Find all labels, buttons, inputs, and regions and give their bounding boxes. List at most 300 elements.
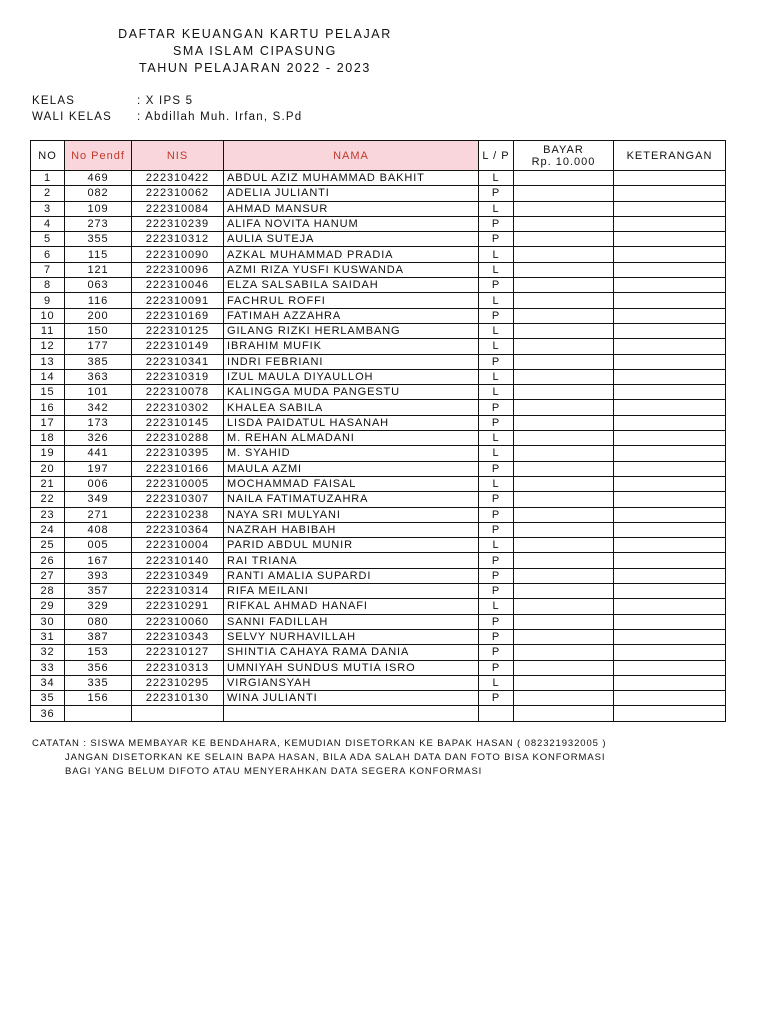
nama-cell: KALINGGA MUDA PANGESTU bbox=[224, 385, 479, 400]
nis-cell: 222310140 bbox=[132, 553, 224, 568]
nama-cell: AHMAD MANSUR bbox=[224, 201, 479, 216]
keterangan-cell bbox=[614, 614, 726, 629]
school-name: SMA ISLAM CIPASUNG bbox=[172, 44, 338, 58]
bayar-cell bbox=[514, 691, 614, 706]
no-pendf-cell: 177 bbox=[65, 339, 132, 354]
nis-cell: 222310291 bbox=[132, 599, 224, 614]
keterangan-cell bbox=[614, 675, 726, 690]
nama-cell: SHINTIA CAHAYA RAMA DANIA bbox=[224, 645, 479, 660]
nis-cell bbox=[132, 706, 224, 721]
academic-year: TAHUN PELAJARAN 2022 - 2023 bbox=[139, 61, 371, 75]
note-line-2: JANGAN DISETORKAN KE SELAIN BAPA HASAN, BILA ADA SALAH DATA DAN FOTO BISA KONFORMASI bbox=[65, 752, 606, 763]
nis-cell: 222310145 bbox=[132, 415, 224, 430]
nis-cell: 222310169 bbox=[132, 308, 224, 323]
no-pendf-cell: 441 bbox=[65, 446, 132, 461]
no-pendf-cell: 335 bbox=[65, 675, 132, 690]
nis-cell: 222310307 bbox=[132, 492, 224, 507]
row-number: 8 bbox=[31, 278, 65, 293]
wali-label: WALI KELAS bbox=[32, 111, 112, 123]
table-row bbox=[31, 706, 726, 721]
table-row bbox=[31, 461, 726, 476]
lp-cell: L bbox=[479, 446, 514, 461]
keterangan-cell bbox=[614, 476, 726, 491]
nama-cell: IBRAHIM MUFIK bbox=[224, 339, 479, 354]
row-number: 10 bbox=[31, 308, 65, 323]
nama-cell: NAYA SRI MULYANI bbox=[224, 507, 479, 522]
row-number: 3 bbox=[31, 201, 65, 216]
nis-cell: 222310004 bbox=[132, 538, 224, 553]
lp-cell: P bbox=[479, 461, 514, 476]
table-row bbox=[31, 385, 726, 400]
no-pendf-cell: 116 bbox=[65, 293, 132, 308]
table-row bbox=[31, 584, 726, 599]
bayar-cell bbox=[514, 660, 614, 675]
no-pendf-cell: 006 bbox=[65, 476, 132, 491]
lp-cell: P bbox=[479, 522, 514, 537]
bayar-cell bbox=[514, 415, 614, 430]
bayar-cell bbox=[514, 216, 614, 231]
nama-cell: GILANG RIZKI HERLAMBANG bbox=[224, 323, 479, 338]
table-row bbox=[31, 431, 726, 446]
bayar-cell bbox=[514, 553, 614, 568]
lp-cell: P bbox=[479, 660, 514, 675]
nis-cell: 222310422 bbox=[132, 171, 224, 186]
nama-cell: ELZA SALSABILA SAIDAH bbox=[224, 278, 479, 293]
keterangan-cell bbox=[614, 262, 726, 277]
row-number: 24 bbox=[31, 522, 65, 537]
bayar-cell bbox=[514, 354, 614, 369]
table-row bbox=[31, 568, 726, 583]
nama-cell: ABDUL AZIZ MUHAMMAD BAKHIT bbox=[224, 171, 479, 186]
lp-cell: L bbox=[479, 675, 514, 690]
nis-cell: 222310341 bbox=[132, 354, 224, 369]
keterangan-cell bbox=[614, 232, 726, 247]
row-number: 23 bbox=[31, 507, 65, 522]
nama-cell: AZMI RIZA YUSFI KUSWANDA bbox=[224, 262, 479, 277]
nama-cell: RIFKAL AHMAD HANAFI bbox=[224, 599, 479, 614]
row-number: 26 bbox=[31, 553, 65, 568]
bayar-cell bbox=[514, 262, 614, 277]
no-pendf-cell: 355 bbox=[65, 232, 132, 247]
bayar-cell bbox=[514, 293, 614, 308]
nis-cell: 222310096 bbox=[132, 262, 224, 277]
nama-cell bbox=[224, 706, 479, 721]
lp-cell: L bbox=[479, 323, 514, 338]
no-pendf-cell: 121 bbox=[65, 262, 132, 277]
bayar-amount: Rp. 10.000 bbox=[531, 155, 596, 168]
table-row bbox=[31, 293, 726, 308]
row-number: 22 bbox=[31, 492, 65, 507]
bayar-cell bbox=[514, 186, 614, 201]
lp-cell: P bbox=[479, 553, 514, 568]
col-header-keterangan: KETERANGAN bbox=[614, 141, 726, 171]
lp-cell: L bbox=[479, 369, 514, 384]
lp-cell: P bbox=[479, 216, 514, 231]
keterangan-cell bbox=[614, 293, 726, 308]
class-info bbox=[32, 93, 302, 125]
table-row bbox=[31, 599, 726, 614]
lp-cell: P bbox=[479, 507, 514, 522]
wali-value: : Abdillah Muh. Irfan, S.Pd bbox=[137, 111, 303, 123]
no-pendf-cell: 469 bbox=[65, 171, 132, 186]
keterangan-cell bbox=[614, 186, 726, 201]
nis-cell: 222310295 bbox=[132, 675, 224, 690]
lp-cell: L bbox=[479, 339, 514, 354]
bayar-cell bbox=[514, 675, 614, 690]
no-pendf-cell: 101 bbox=[65, 385, 132, 400]
col-header-nis: NIS bbox=[132, 141, 224, 171]
bayar-cell bbox=[514, 461, 614, 476]
nama-cell: KHALEA SABILA bbox=[224, 400, 479, 415]
nis-cell: 222310060 bbox=[132, 614, 224, 629]
col-header-no: NO bbox=[31, 141, 65, 171]
note-section bbox=[32, 737, 606, 779]
nis-cell: 222310313 bbox=[132, 660, 224, 675]
row-number: 5 bbox=[31, 232, 65, 247]
lp-cell: L bbox=[479, 476, 514, 491]
nis-cell: 222310364 bbox=[132, 522, 224, 537]
table-body bbox=[31, 171, 726, 722]
table-row bbox=[31, 354, 726, 369]
no-pendf-cell: 150 bbox=[65, 323, 132, 338]
bayar-cell bbox=[514, 522, 614, 537]
no-pendf-cell: 080 bbox=[65, 614, 132, 629]
nis-cell: 222310062 bbox=[132, 186, 224, 201]
nama-cell: M. REHAN ALMADANI bbox=[224, 431, 479, 446]
bayar-cell bbox=[514, 507, 614, 522]
keterangan-cell bbox=[614, 568, 726, 583]
no-pendf-cell: 408 bbox=[65, 522, 132, 537]
nama-cell: AULIA SUTEJA bbox=[224, 232, 479, 247]
row-number: 31 bbox=[31, 629, 65, 644]
nama-cell: IZUL MAULA DIYAULLOH bbox=[224, 369, 479, 384]
nis-cell: 222310125 bbox=[132, 323, 224, 338]
bayar-cell bbox=[514, 614, 614, 629]
lp-cell: P bbox=[479, 629, 514, 644]
table-row bbox=[31, 476, 726, 491]
bayar-cell bbox=[514, 400, 614, 415]
nama-cell: NAZRAH HABIBAH bbox=[224, 522, 479, 537]
row-number: 28 bbox=[31, 584, 65, 599]
table-row bbox=[31, 171, 726, 186]
row-number: 9 bbox=[31, 293, 65, 308]
keterangan-cell bbox=[614, 216, 726, 231]
table-row bbox=[31, 323, 726, 338]
table-header-row bbox=[31, 141, 726, 171]
keterangan-cell bbox=[614, 660, 726, 675]
no-pendf-cell: 200 bbox=[65, 308, 132, 323]
nis-cell: 222310149 bbox=[132, 339, 224, 354]
nama-cell: FACHRUL ROFFI bbox=[224, 293, 479, 308]
nama-cell: RIFA MEILANI bbox=[224, 584, 479, 599]
keterangan-cell bbox=[614, 522, 726, 537]
row-number: 14 bbox=[31, 369, 65, 384]
row-number: 35 bbox=[31, 691, 65, 706]
lp-cell: P bbox=[479, 232, 514, 247]
row-number: 21 bbox=[31, 476, 65, 491]
table-row bbox=[31, 369, 726, 384]
bayar-cell bbox=[514, 629, 614, 644]
nama-cell: M. SYAHID bbox=[224, 446, 479, 461]
table-row bbox=[31, 232, 726, 247]
keterangan-cell bbox=[614, 645, 726, 660]
row-number: 13 bbox=[31, 354, 65, 369]
keterangan-cell bbox=[614, 584, 726, 599]
lp-cell bbox=[479, 706, 514, 721]
table-row bbox=[31, 216, 726, 231]
table-row bbox=[31, 400, 726, 415]
keterangan-cell bbox=[614, 691, 726, 706]
nama-cell: RANTI AMALIA SUPARDI bbox=[224, 568, 479, 583]
bayar-cell bbox=[514, 171, 614, 186]
kelas-value: : X IPS 5 bbox=[137, 95, 194, 107]
row-number: 34 bbox=[31, 675, 65, 690]
no-pendf-cell: 387 bbox=[65, 629, 132, 644]
keterangan-cell bbox=[614, 278, 726, 293]
keterangan-cell bbox=[614, 171, 726, 186]
col-header-no-pendf: No Pendf bbox=[65, 141, 132, 171]
table-row bbox=[31, 492, 726, 507]
row-number: 4 bbox=[31, 216, 65, 231]
bayar-cell bbox=[514, 385, 614, 400]
keterangan-cell bbox=[614, 431, 726, 446]
col-header-nama: NAMA bbox=[224, 141, 479, 171]
table-row bbox=[31, 553, 726, 568]
row-number: 7 bbox=[31, 262, 65, 277]
nama-cell: LISDA PAIDATUL HASANAH bbox=[224, 415, 479, 430]
keterangan-cell bbox=[614, 247, 726, 262]
bayar-cell bbox=[514, 446, 614, 461]
bayar-cell bbox=[514, 323, 614, 338]
bayar-cell bbox=[514, 584, 614, 599]
table-row bbox=[31, 201, 726, 216]
no-pendf-cell: 197 bbox=[65, 461, 132, 476]
no-pendf-cell: 273 bbox=[65, 216, 132, 231]
table-row bbox=[31, 629, 726, 644]
nis-cell: 222310090 bbox=[132, 247, 224, 262]
note-line-1: CATATAN : SISWA MEMBAYAR KE BENDAHARA, KEMUDIAN DISETORKAN KE BAPAK HASAN ( 082321932005 ) bbox=[32, 738, 607, 749]
no-pendf-cell: 349 bbox=[65, 492, 132, 507]
row-number: 19 bbox=[31, 446, 65, 461]
nama-cell: WINA JULIANTI bbox=[224, 691, 479, 706]
no-pendf-cell: 005 bbox=[65, 538, 132, 553]
col-header-bayar bbox=[514, 141, 614, 171]
keterangan-cell bbox=[614, 446, 726, 461]
bayar-cell bbox=[514, 232, 614, 247]
row-number: 18 bbox=[31, 431, 65, 446]
table-row bbox=[31, 186, 726, 201]
keterangan-cell bbox=[614, 339, 726, 354]
table-row bbox=[31, 415, 726, 430]
lp-cell: L bbox=[479, 431, 514, 446]
nis-cell: 222310312 bbox=[132, 232, 224, 247]
lp-cell: P bbox=[479, 354, 514, 369]
nis-cell: 222310046 bbox=[132, 278, 224, 293]
lp-cell: P bbox=[479, 614, 514, 629]
table-row bbox=[31, 538, 726, 553]
keterangan-cell bbox=[614, 323, 726, 338]
nama-cell: MAULA AZMI bbox=[224, 461, 479, 476]
lp-cell: L bbox=[479, 201, 514, 216]
row-number: 11 bbox=[31, 323, 65, 338]
keterangan-cell bbox=[614, 492, 726, 507]
nama-cell: ALIFA NOVITA HANUM bbox=[224, 216, 479, 231]
nama-cell: SELVY NURHAVILLAH bbox=[224, 629, 479, 644]
nis-cell: 222310319 bbox=[132, 369, 224, 384]
row-number: 36 bbox=[31, 706, 65, 721]
kelas-label: KELAS bbox=[32, 95, 76, 107]
no-pendf-cell: 173 bbox=[65, 415, 132, 430]
nis-cell: 222310078 bbox=[132, 385, 224, 400]
lp-cell: L bbox=[479, 599, 514, 614]
no-pendf-cell: 329 bbox=[65, 599, 132, 614]
document-title: DAFTAR KEUANGAN KARTU PELAJAR bbox=[118, 27, 392, 41]
nis-cell: 222310091 bbox=[132, 293, 224, 308]
lp-cell: L bbox=[479, 262, 514, 277]
row-number: 25 bbox=[31, 538, 65, 553]
table-row bbox=[31, 278, 726, 293]
table-row bbox=[31, 645, 726, 660]
table-row bbox=[31, 675, 726, 690]
keterangan-cell bbox=[614, 538, 726, 553]
lp-cell: L bbox=[479, 538, 514, 553]
bayar-cell bbox=[514, 568, 614, 583]
lp-cell: P bbox=[479, 415, 514, 430]
nis-cell: 222310130 bbox=[132, 691, 224, 706]
nama-cell: SANNI FADILLAH bbox=[224, 614, 479, 629]
table-row bbox=[31, 262, 726, 277]
nis-cell: 222310343 bbox=[132, 629, 224, 644]
no-pendf-cell: 153 bbox=[65, 645, 132, 660]
note-line-3: BAGI YANG BELUM DIFOTO ATAU MENYERAHKAN DATA SEGERA KONFORMASI bbox=[65, 766, 483, 777]
row-number: 12 bbox=[31, 339, 65, 354]
document-header bbox=[0, 26, 510, 77]
no-pendf-cell: 326 bbox=[65, 431, 132, 446]
bayar-cell bbox=[514, 308, 614, 323]
bayar-cell bbox=[514, 431, 614, 446]
row-number: 1 bbox=[31, 171, 65, 186]
no-pendf-cell: 167 bbox=[65, 553, 132, 568]
row-number: 30 bbox=[31, 614, 65, 629]
lp-cell: P bbox=[479, 278, 514, 293]
row-number: 15 bbox=[31, 385, 65, 400]
bayar-cell bbox=[514, 538, 614, 553]
lp-cell: L bbox=[479, 293, 514, 308]
no-pendf-cell: 357 bbox=[65, 584, 132, 599]
no-pendf-cell: 109 bbox=[65, 201, 132, 216]
nama-cell: VIRGIANSYAH bbox=[224, 675, 479, 690]
table-row bbox=[31, 308, 726, 323]
table-row bbox=[31, 660, 726, 675]
bayar-cell bbox=[514, 599, 614, 614]
wali-row bbox=[32, 109, 302, 125]
lp-cell: P bbox=[479, 400, 514, 415]
bayar-cell bbox=[514, 706, 614, 721]
bayar-cell bbox=[514, 476, 614, 491]
keterangan-cell bbox=[614, 354, 726, 369]
nis-cell: 222310127 bbox=[132, 645, 224, 660]
nis-cell: 222310084 bbox=[132, 201, 224, 216]
keterangan-cell bbox=[614, 385, 726, 400]
bayar-cell bbox=[514, 645, 614, 660]
nis-cell: 222310238 bbox=[132, 507, 224, 522]
payment-table bbox=[30, 140, 726, 722]
bayar-cell bbox=[514, 339, 614, 354]
nis-cell: 222310005 bbox=[132, 476, 224, 491]
row-number: 33 bbox=[31, 660, 65, 675]
nama-cell: PARID ABDUL MUNIR bbox=[224, 538, 479, 553]
nis-cell: 222310395 bbox=[132, 446, 224, 461]
nama-cell: AZKAL MUHAMMAD PRADIA bbox=[224, 247, 479, 262]
keterangan-cell bbox=[614, 400, 726, 415]
keterangan-cell bbox=[614, 706, 726, 721]
row-number: 27 bbox=[31, 568, 65, 583]
table-row bbox=[31, 446, 726, 461]
table-row bbox=[31, 339, 726, 354]
nama-cell: NAILA FATIMATUZAHRA bbox=[224, 492, 479, 507]
bayar-cell bbox=[514, 492, 614, 507]
keterangan-cell bbox=[614, 308, 726, 323]
row-number: 6 bbox=[31, 247, 65, 262]
nis-cell: 222310239 bbox=[132, 216, 224, 231]
bayar-cell bbox=[514, 201, 614, 216]
lp-cell: L bbox=[479, 171, 514, 186]
row-number: 17 bbox=[31, 415, 65, 430]
table-row bbox=[31, 247, 726, 262]
no-pendf-cell: 363 bbox=[65, 369, 132, 384]
lp-cell: L bbox=[479, 385, 514, 400]
row-number: 29 bbox=[31, 599, 65, 614]
nama-cell: RAI TRIANA bbox=[224, 553, 479, 568]
nama-cell: FATIMAH AZZAHRA bbox=[224, 308, 479, 323]
bayar-cell bbox=[514, 278, 614, 293]
table-row bbox=[31, 522, 726, 537]
no-pendf-cell: 082 bbox=[65, 186, 132, 201]
nis-cell: 222310302 bbox=[132, 400, 224, 415]
no-pendf-cell bbox=[65, 706, 132, 721]
lp-cell: P bbox=[479, 308, 514, 323]
keterangan-cell bbox=[614, 553, 726, 568]
bayar-cell bbox=[514, 247, 614, 262]
keterangan-cell bbox=[614, 461, 726, 476]
bayar-cell bbox=[514, 369, 614, 384]
table-row bbox=[31, 614, 726, 629]
bayar-label: BAYAR bbox=[543, 143, 584, 156]
row-number: 32 bbox=[31, 645, 65, 660]
lp-cell: P bbox=[479, 568, 514, 583]
nama-cell: ADELIA JULIANTI bbox=[224, 186, 479, 201]
lp-cell: L bbox=[479, 247, 514, 262]
col-header-lp: L / P bbox=[479, 141, 514, 171]
nama-cell: UMNIYAH SUNDUS MUTIA ISRO bbox=[224, 660, 479, 675]
no-pendf-cell: 115 bbox=[65, 247, 132, 262]
row-number: 2 bbox=[31, 186, 65, 201]
nis-cell: 222310288 bbox=[132, 431, 224, 446]
lp-cell: P bbox=[479, 186, 514, 201]
keterangan-cell bbox=[614, 369, 726, 384]
no-pendf-cell: 393 bbox=[65, 568, 132, 583]
no-pendf-cell: 271 bbox=[65, 507, 132, 522]
lp-cell: P bbox=[479, 584, 514, 599]
keterangan-cell bbox=[614, 629, 726, 644]
lp-cell: P bbox=[479, 645, 514, 660]
keterangan-cell bbox=[614, 507, 726, 522]
table-row bbox=[31, 691, 726, 706]
no-pendf-cell: 356 bbox=[65, 660, 132, 675]
row-number: 20 bbox=[31, 461, 65, 476]
nama-cell: MOCHAMMAD FAISAL bbox=[224, 476, 479, 491]
nis-cell: 222310349 bbox=[132, 568, 224, 583]
